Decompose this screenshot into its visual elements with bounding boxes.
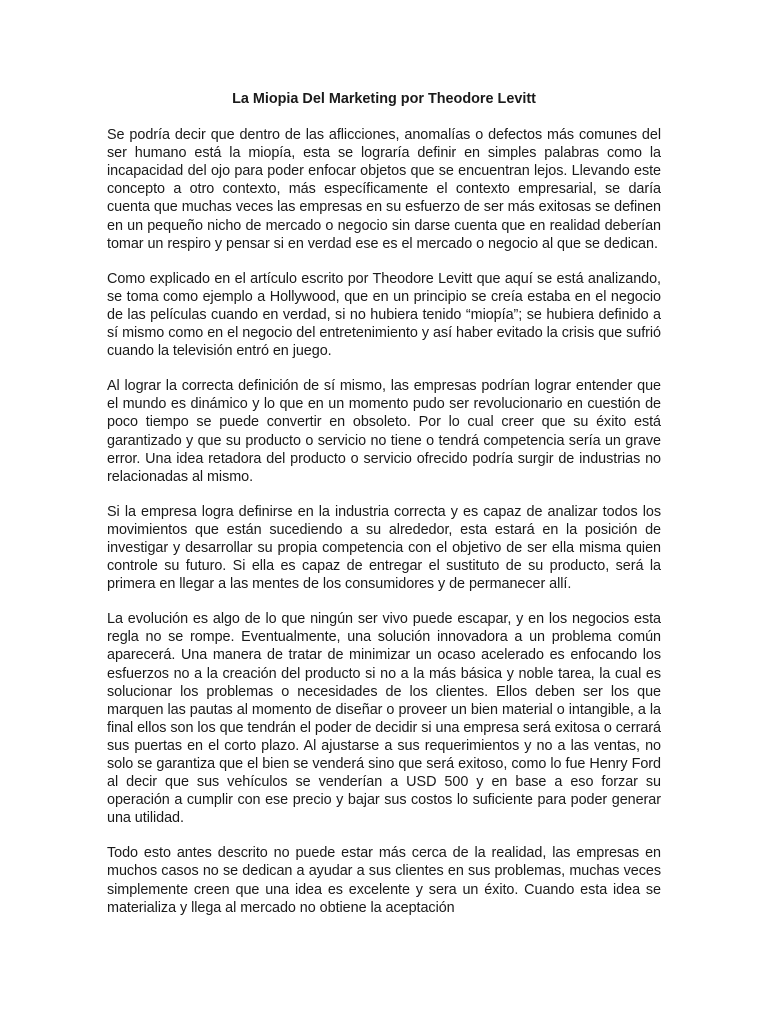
paragraph-6: Todo esto antes descrito no puede estar más cerca de la realidad, las empresas en muchos casos no se dedican a ayudar a sus clientes en sus problemas, muchas veces simplemente creen que una idea es excelente y sera un éxito. Cuando esta idea se materializa y llega al mercado no obtiene la aceptación: [107, 845, 661, 916]
paragraph-1: Se podría decir que dentro de las aflicciones, anomalías o defectos más comunes del ser humano está la miopía, esta se lograría definir en simples palabras como la incapacidad del ojo para poder enfocar objetos que se encuentran lejos. Llevando este concepto a otro contexto, más específicamente el contexto empresarial, se daría cuenta que muchas veces las empresas en su esfuerzo de ser más exitosas se definen en un pequeño nicho de mercado o negocio sin darse cuenta que en realidad deberían tomar un respiro y pensar si en verdad ese es el mercado o negocio al que se dedican.: [107, 127, 661, 252]
paragraph-4: Si la empresa logra definirse en la industria correcta y es capaz de analizar todos los movimientos que están sucediendo a su alrededor, esta estará en la posición de investigar y desarrollar su propia competencia con el objetivo de ser ella misma quien controle su futuro. Si ella es capaz de entregar el sustituto de su producto, será la primera en llegar a las mentes de los consumidores y de permanecer allí.: [107, 503, 661, 593]
paragraph-3: Al lograr la correcta definición de sí mismo, las empresas podrían lograr entender que el mundo es dinámico y lo que en un momento pudo ser revolucionario en cuestión de poco tiempo se puede convertir en obsoleto. Por lo cual creer que su éxito está garantizado y que su producto o servicio no tiene o tendrá competencia sería un grave error. Una idea retadora del producto o servicio ofrecido podría surgir de industrias no relacionadas al mismo.: [107, 378, 661, 485]
paragraph-2: Como explicado en el artículo escrito por Theodore Levitt que aquí se está analizando, se toma como ejemplo a Hollywood, que en un principio se creía estaba en el negocio de las películas cuando en verdad, si no hubiera tenido “miopía”; se hubiera definido a sí mismo como en el negocio del entretenimiento y así haber evitado la crisis que sufrió cuando la televisión entró en juego.: [107, 270, 661, 360]
document-page: [107, 90, 661, 934]
document-title: La Miopia Del Marketing por Theodore Levitt: [232, 91, 536, 107]
paragraph-5: La evolución es algo de lo que ningún ser vivo puede escapar, y en los negocios esta regla no se rompe. Eventualmente, una solución innovadora a un problema común aparecerá. Una manera de tratar de minimizar un ocaso acelerado es enfocando los esfuerzos no a la creación del producto si no a la más básica y noble tarea, la cual es solucionar los problemas o necesidades de los clientes. Ellos deben ser los que marquen las pautas al momento de diseñar o proveer un bien material o intangible, a la final ellos son los que tendrán el poder de decidir si una empresa será exitosa o cerrará sus puertas en el corto plazo. Al ajustarse a sus requerimientos y no a las ventas, no solo se garantiza que el bien se venderá sino que será exitoso, como lo fue Henry Ford al decir que sus vehículos se venderían a USD 500 y en base a eso forzar su operación a cumplir con ese precio y bajar sus costos lo suficiente para poder generar una utilidad.: [107, 611, 661, 827]
